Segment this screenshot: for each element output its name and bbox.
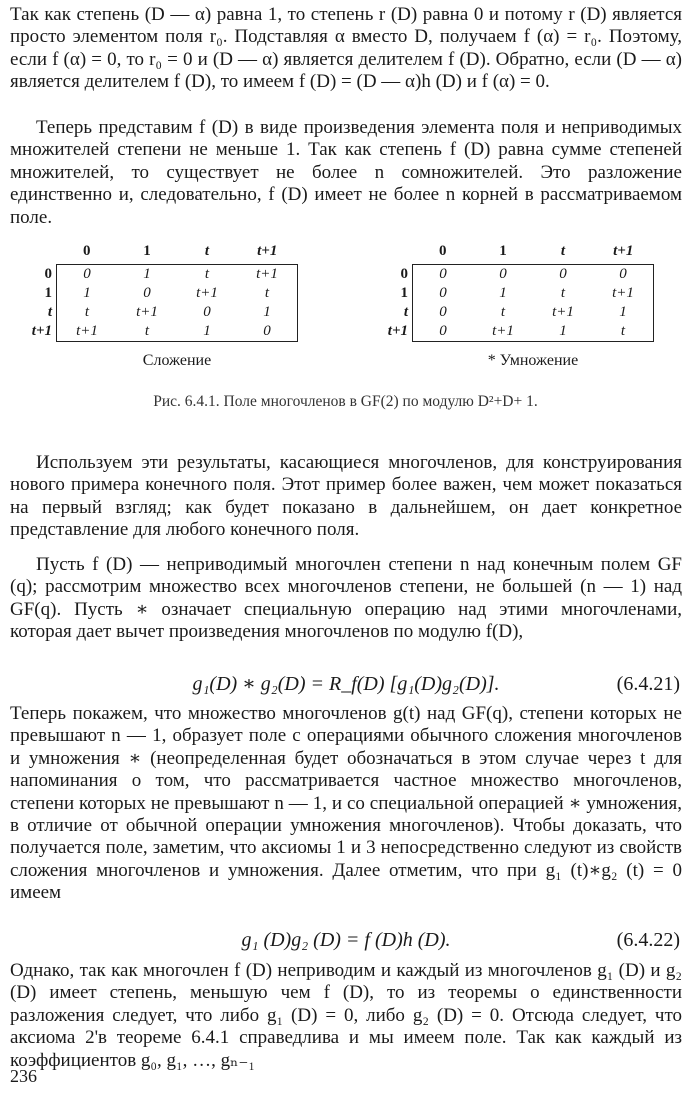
paragraph-definition: Пусть f (D) — неприводимый многочлен степени n над конечным полем GF (q); рассмотрим множество всех многочленов степени, не большей (n — 1) над GF(q). Пусть ∗ означает специальную операцию над этими многочленами, которая дает вычет произведения многочленов по модулю f(D), bbox=[10, 554, 682, 643]
multiplication-row-label: t+1 bbox=[387, 323, 408, 340]
addition-cell: t+1 bbox=[196, 285, 218, 301]
addition-cell: t bbox=[177, 265, 237, 285]
addition-cell: t bbox=[237, 284, 298, 303]
paragraph-construction: Используем эти результаты, касающиеся многочленов, для конструирования нового примера конечного поля. Этот пример более важен, чем может показаться на первый взгляд; как будет показано в дальнейшем, он дает конкретное представление для любого конечного поля. bbox=[10, 452, 682, 541]
addition-table bbox=[10, 238, 298, 370]
addition-cell: 1 bbox=[177, 322, 237, 342]
addition-cell: 0 bbox=[143, 285, 151, 301]
addition-cell: 0 bbox=[57, 265, 118, 285]
multiplication-cell: 0 bbox=[413, 265, 474, 285]
multiplication-row-label: 1 bbox=[400, 285, 408, 301]
equation-number: (6.4.22) bbox=[616, 929, 680, 951]
multiplication-header: 1 bbox=[499, 242, 507, 259]
addition-header: 0 bbox=[83, 242, 91, 259]
multiplication-row-label: 0 bbox=[400, 265, 408, 282]
multiplication-cell: t bbox=[500, 304, 506, 320]
paragraph-field-proof: Теперь покажем, что множество многочленов g(t) над GF(q), степени которых не превышают n — 1, образует поле с операциями обычного сложения многочленов и умножения ∗ (неопределенная будет обозначаться в этом случае через t для напоминания о том, что рассматривается частное множество многочленов, степени которых не превышают n — 1, и со специальной операцией ∗ умножения, в отличие от обычной операции умножения многочленов). Чтобы доказать, что получается поле, заметим, что аксиомы 1 и 3 непосредственно следуют из свойств сложения многочленов и умножения. Далее отметим, что при g₁ (t)∗g₂ (t) = 0 имеем bbox=[10, 703, 682, 904]
multiplication-cell: t+1 bbox=[473, 322, 533, 342]
addition-cell: 1 bbox=[237, 303, 298, 322]
multiplication-header: t bbox=[560, 242, 566, 259]
addition-row-label: 0 bbox=[44, 265, 52, 282]
addition-cell: 1 bbox=[117, 265, 177, 285]
addition-cell: t+1 bbox=[57, 322, 118, 342]
multiplication-header: 0 bbox=[439, 242, 447, 259]
multiplication-cell: 1 bbox=[499, 285, 507, 301]
multiplication-cell: t+1 bbox=[552, 304, 574, 320]
addition-row-label: t+1 bbox=[31, 323, 52, 340]
addition-cell: 0 bbox=[237, 322, 298, 342]
addition-cell: t bbox=[117, 322, 177, 342]
multiplication-row-label: t bbox=[403, 304, 408, 320]
addition-row-label: 1 bbox=[44, 285, 52, 301]
addition-cell: t bbox=[57, 303, 118, 322]
addition-header: t bbox=[204, 242, 210, 259]
multiplication-cell: t bbox=[560, 285, 566, 301]
paragraph-roots: Так как степень (D — α) равна 1, то степень r (D) равна 0 и потому r (D) является просто элементом поля r₀. Подставляя α вместо D, получаем f (α) = r₀. Поэтому, если f (α) = 0, то r₀ = 0 и (D — α) является делителем f (D). Обратно, если (D — α) является делителем f (D), то имеем f (D) = (D — α)h (D) и f (α) = 0. bbox=[10, 4, 682, 93]
equation-6-4-21 bbox=[10, 672, 682, 696]
addition-row-label: t bbox=[47, 304, 52, 320]
multiplication-cell: 1 bbox=[593, 303, 654, 322]
addition-cell: 1 bbox=[57, 284, 118, 303]
multiplication-caption: * Умножение bbox=[487, 352, 579, 369]
equation-body: g₁ (D)g₂ (D) = f (D)h (D). bbox=[241, 929, 451, 951]
multiplication-cell: t+1 bbox=[593, 284, 654, 303]
addition-header: 1 bbox=[143, 242, 151, 259]
addition-caption: Сложение bbox=[142, 352, 212, 369]
addition-header: t+1 bbox=[257, 242, 278, 259]
equation-6-4-22 bbox=[10, 928, 682, 952]
multiplication-cell: 0 bbox=[413, 284, 474, 303]
equation-number: (6.4.21) bbox=[616, 673, 680, 695]
addition-cell: t+1 bbox=[136, 304, 158, 320]
multiplication-cell: 1 bbox=[533, 322, 593, 342]
multiplication-cell: 0 bbox=[593, 265, 654, 285]
multiplication-cell: 0 bbox=[473, 265, 533, 285]
multiplication-table bbox=[366, 238, 654, 370]
page-number: 236 bbox=[10, 1066, 37, 1086]
figure-caption: Рис. 6.4.1. Поле многочленов в GF(2) по модулю D²+D+ 1. bbox=[153, 393, 538, 410]
multiplication-cell: 0 bbox=[413, 303, 474, 322]
multiplication-cell: t bbox=[593, 322, 654, 342]
multiplication-header: t+1 bbox=[613, 242, 634, 259]
addition-cell: 0 bbox=[203, 304, 211, 320]
addition-cell: t+1 bbox=[237, 265, 298, 285]
multiplication-cell: 0 bbox=[533, 265, 593, 285]
multiplication-cell: 0 bbox=[413, 322, 474, 342]
paragraph-factorization: Теперь представим f (D) в виде произведения элемента поля и неприводимых множителей степени не меньше 1. Так как степень f (D) равна сумме степеней множителей, то существует не более n сомножителей. Это разложение единственно и, следовательно, f (D) имеет не более n корней в рассматриваемом поле. bbox=[10, 117, 682, 228]
equation-body: g₁(D) ∗ g₂(D) = R_f(D) [g₁(D)g₂(D)]. bbox=[192, 673, 500, 695]
paragraph-irreducible: Однако, так как многочлен f (D) неприводим и каждый из многочленов g₁ (D) и g₂ (D) имеет степень, меньшую чем f (D), то из теоремы о единственности разложения следует, что либо g₁ (D) = 0, либо g₂ (D) = 0. Отсюда следует, что аксиома 2'в теореме 6.4.1 справедлива и мы имеем поле. Так как каждый из коэффициентов g₀, g₁, …, gₙ₋₁ bbox=[10, 960, 682, 1071]
